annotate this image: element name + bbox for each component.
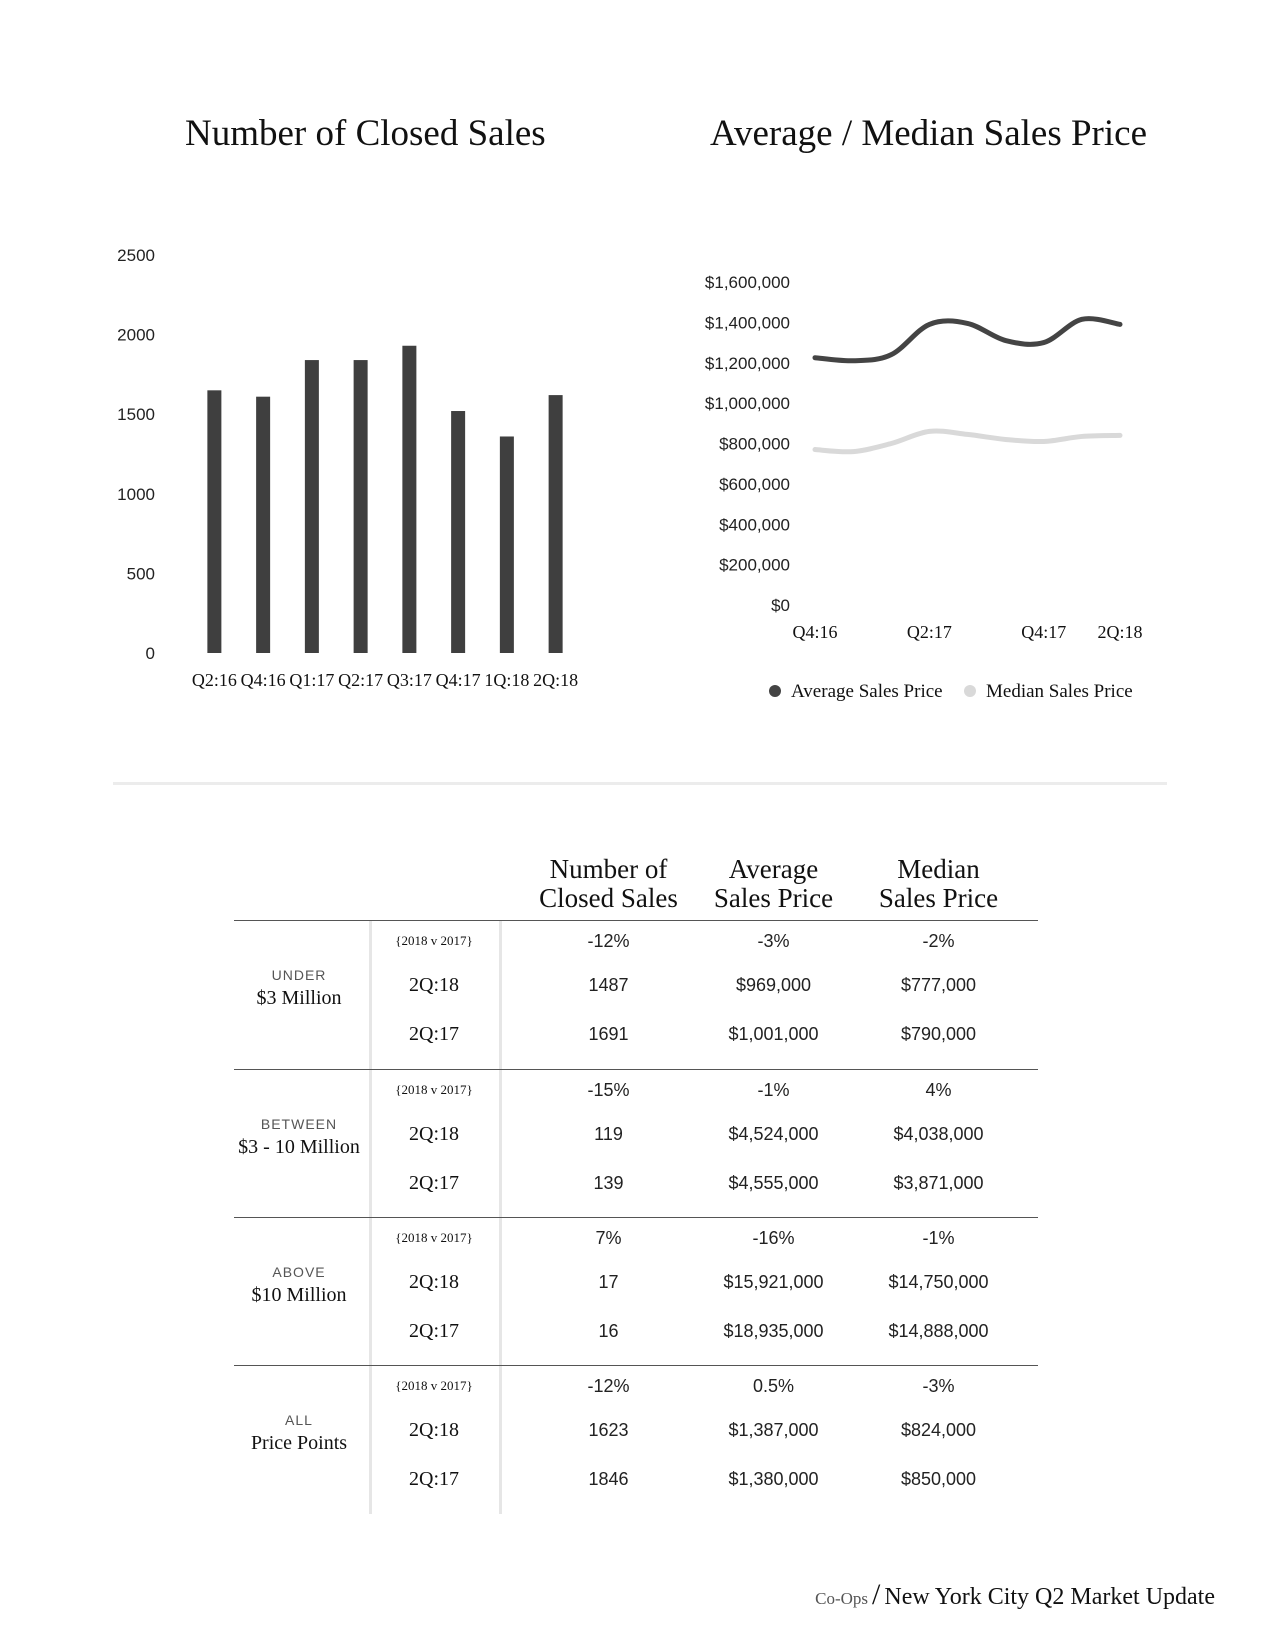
x-tick-label: Q4:17 [1021,622,1067,642]
row-label: {2018 v 2017} [395,1378,473,1393]
header-line: Average [728,854,819,884]
bar [451,411,465,653]
table-row [234,1406,1038,1455]
x-tick-label: 2Q:18 [1097,622,1143,642]
y-tick-label: 1500 [117,405,155,425]
segment-label-top: ALL [285,1412,313,1428]
x-tick-label: Q4:16 [240,670,286,690]
y-tick-label: $1,400,000 [704,313,790,333]
row-label: 2Q:17 [409,1320,459,1342]
table-row [234,1307,1038,1356]
x-tick-label: Q4:16 [792,622,838,642]
y-tick-label: $0 [771,596,790,615]
row-label: 2Q:18 [409,1271,459,1293]
legend-marker [769,685,781,697]
closed-sales-bar-chart [100,235,620,715]
x-tick-label: Q1:17 [289,670,335,690]
table-cell: $4,555,000 [728,1173,819,1193]
footer-category: Co-Ops [815,1589,869,1608]
x-tick-label: 2Q:18 [533,670,579,690]
bar [207,390,221,653]
bar [500,436,514,653]
table-cell: -2% [922,931,955,951]
table-cell: $15,921,000 [723,1272,824,1292]
y-tick-label: 2500 [117,246,155,265]
table-row [234,1258,1038,1307]
table-cell: $4,038,000 [893,1124,984,1144]
table-row [234,1010,1038,1059]
table-cell: 139 [593,1173,624,1193]
table-cell: 4% [925,1080,952,1100]
series-line [815,431,1120,452]
legend-marker [964,685,976,697]
row-label: 2Q:18 [409,974,459,996]
table-cell: 7% [595,1228,622,1248]
row-label: 2Q:17 [409,1023,459,1045]
bar-chart-title: Number of Closed Sales [185,113,546,154]
y-tick-label: 2000 [117,325,155,345]
segment-label-bottom: $10 Million [251,1284,347,1306]
row-label: 2Q:18 [409,1419,459,1441]
bar [402,346,416,653]
table-cell: $3,871,000 [893,1173,984,1193]
table-cell: 0.5% [752,1376,795,1396]
table-cell: $18,935,000 [723,1321,824,1341]
table-cell: 1846 [588,1469,629,1489]
segment-label-top: BETWEEN [260,1116,338,1132]
table-group [234,1365,1038,1514]
table-cell: 1691 [588,1024,629,1044]
table-cell: $1,380,000 [728,1469,819,1489]
header-closed-sales [526,855,691,913]
y-tick-label: $1,200,000 [704,353,790,373]
table-cell: 16 [598,1321,619,1341]
footer-slash: / [872,1578,881,1611]
header-line: Sales Price [878,883,999,913]
legend-label: Average Sales Price [791,681,943,702]
x-tick-label: 1Q:18 [484,670,530,690]
y-tick-label: $1,600,000 [704,273,790,292]
table-cell: $1,387,000 [728,1420,819,1440]
table-group [234,1069,1038,1218]
row-label: 2Q:17 [409,1172,459,1194]
x-tick-label: Q2:17 [906,622,952,642]
table-cell: 1623 [588,1420,629,1440]
table-cell: -16% [752,1228,795,1248]
y-tick-label: $600,000 [719,474,790,494]
bar [354,360,368,653]
segment-label-top: UNDER [271,967,327,983]
table-cell: $777,000 [900,975,977,995]
header-line: Number of [549,854,668,884]
table-cell: 119 [594,1124,623,1144]
y-tick-label: 1000 [117,484,155,504]
y-tick-label: $1,000,000 [704,394,790,414]
x-tick-label: Q4:17 [435,670,481,690]
bar [305,360,319,653]
y-tick-label: 0 [145,644,155,663]
table-cell: $969,000 [735,975,812,995]
table-row [234,1110,1038,1159]
header-median-price [856,855,1021,913]
legend-label: Median Sales Price [986,681,1133,702]
table-row [234,1159,1038,1208]
table-group [234,921,1038,1069]
table-cell: $850,000 [900,1469,977,1489]
header-line: Median [897,854,980,884]
table-cell: -1% [922,1228,955,1248]
x-tick-label: Q2:17 [338,670,384,690]
table-cell: $4,524,000 [728,1124,819,1144]
table-cell: $790,000 [900,1024,977,1044]
table-cell: $824,000 [900,1420,977,1440]
sales-price-line-chart [680,270,1200,720]
section-divider [113,782,1167,785]
header-average-price [691,855,856,913]
table-cell: -3% [757,931,790,951]
page-footer [815,1578,1215,1612]
table-cell: -12% [587,1376,630,1396]
segment-label-bottom: Price Points [250,1432,348,1454]
segment-label-top: ABOVE [272,1264,326,1280]
table-row [234,1455,1038,1504]
table-cell: -15% [587,1080,630,1100]
row-label: {2018 v 2017} [395,1230,473,1245]
segment-label-bottom: $3 - 10 Million [238,1136,360,1158]
line-chart-title: Average / Median Sales Price [710,113,1147,154]
table-row [234,961,1038,1010]
bar [549,395,563,653]
header-line: Sales Price [713,883,834,913]
row-label: {2018 v 2017} [395,1082,473,1097]
table-cell: -1% [757,1080,790,1100]
table-group [234,1217,1038,1366]
table-cell: $14,888,000 [888,1321,989,1341]
y-tick-label: 500 [126,564,155,584]
bar [256,397,270,653]
table-cell: 1487 [588,975,629,995]
header-line: Closed Sales [539,883,678,913]
table-cell: $14,750,000 [888,1272,989,1292]
row-label: {2018 v 2017} [395,933,473,948]
table-cell: $1,001,000 [728,1024,819,1044]
x-tick-label: Q2:16 [191,670,237,690]
footer-title: New York City Q2 Market Update [884,1584,1215,1610]
row-label: 2Q:18 [409,1123,459,1145]
segment-label-bottom: $3 Million [256,987,342,1009]
x-tick-label: Q3:17 [386,670,432,690]
row-label: 2Q:17 [409,1468,459,1490]
table-cell: -12% [587,931,630,951]
table-cell: 17 [598,1272,619,1292]
series-line [815,319,1120,361]
y-tick-label: $800,000 [719,434,790,454]
table-cell: -3% [922,1376,955,1396]
y-tick-label: $400,000 [719,515,790,535]
y-tick-label: $200,000 [719,555,790,575]
